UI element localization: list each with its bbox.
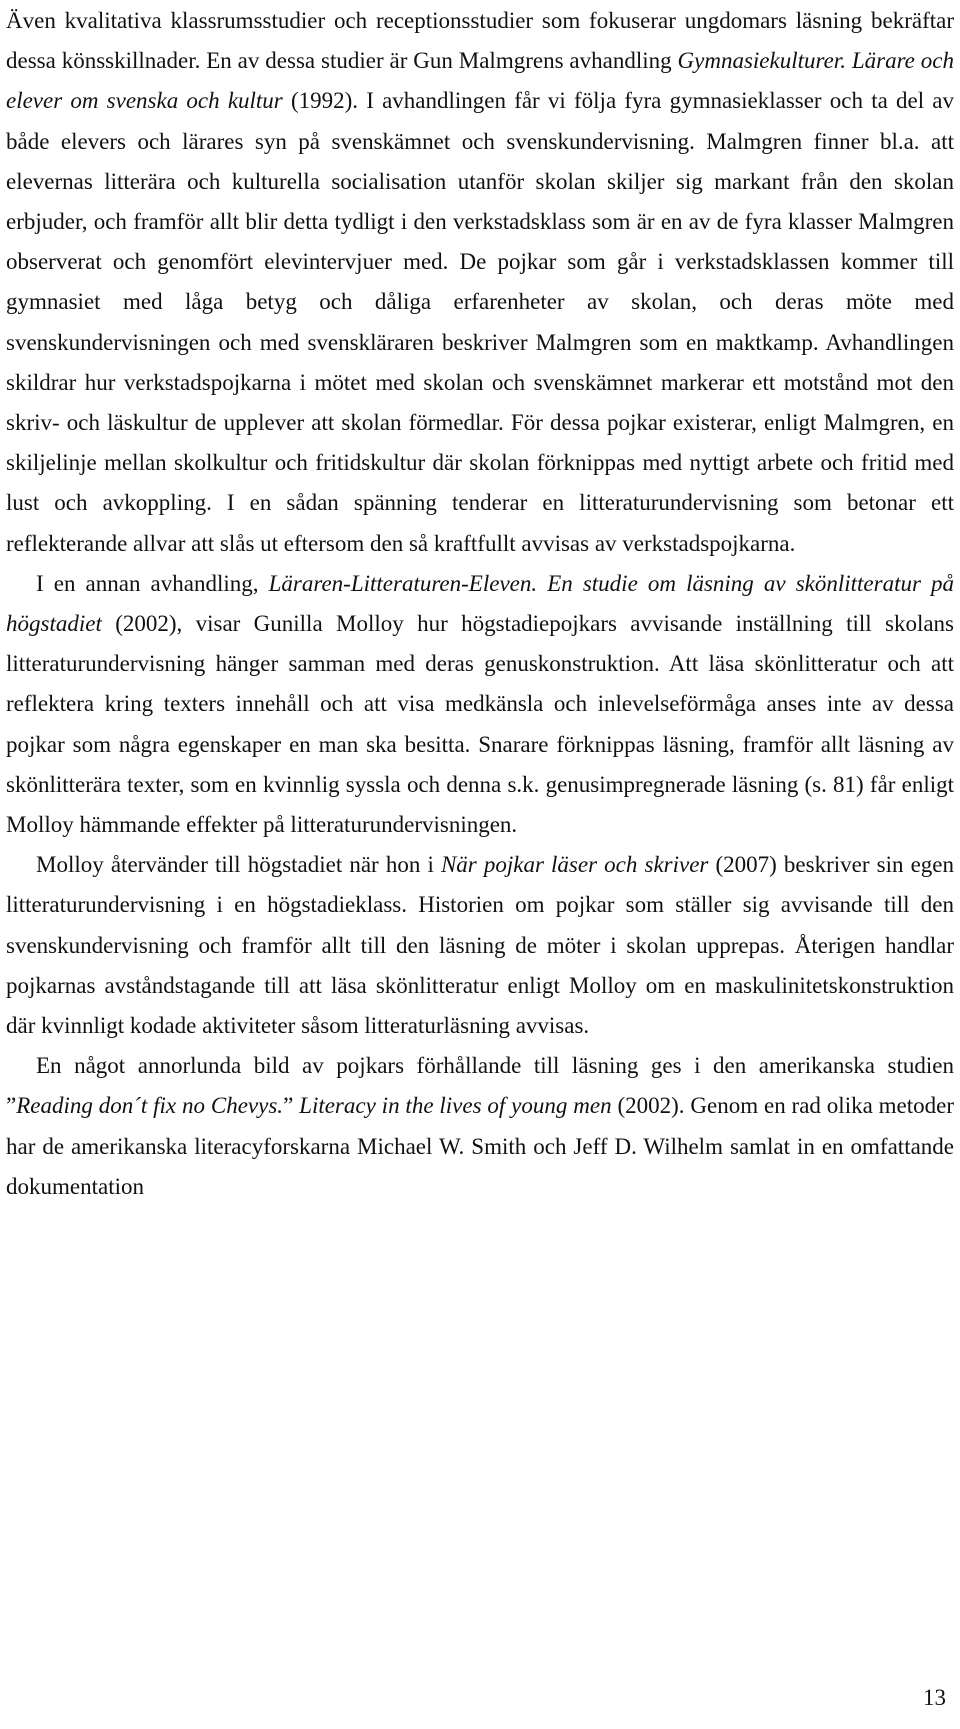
text-segment: Molloy återvänder till högstadiet när hon i — [36, 852, 441, 878]
paragraph-1 — [6, 0, 954, 564]
text-segment: (2002), visar Gunilla Molloy hur högstadiepojkars avvisande inställning till skolans litteraturundervisning hänger samman med deras genuskonstruktion. Att läsa skönlitteratur och att reflektera kring texters innehåll och att visa medkänsla och inlevelseförmåga anses inte av dessa pojkar som några egenskaper en man ska besitta. Snarare förknippas läsning, framför allt läsning av skönlitterära texter, som en kvinnlig syssla och denna s.k. genusimpregnerade läsning (s. 81) får enligt Molloy hämmande effekter på litteraturundervisningen. — [6, 611, 954, 838]
text-segment: Även kvalitativa klassrumsstudier och receptionsstudier som fokuserar ungdomars läsning bekräftar dessa könsskillnader. En av dessa studier är Gun Malmgrens avhandling — [6, 8, 954, 74]
text-segment: (2007) beskriver sin egen litteraturundervisning i en högstadieklass. Historien om pojkar som ställer sig avvisande till den svenskundervisning och framför allt till den läsning de möter i skolan upprepas. Återigen handlar pojkarnas avståndstagande till att läsa skönlitteratur enligt Molloy om en maskulinitetskonstruktion där kvinnligt kodade aktiviteter såsom litteraturläsning avvisas. — [6, 852, 955, 1039]
text-segment: En något annorlunda bild av pojkars förhållande till läsning ges i den amerikanska studien ” — [6, 1053, 954, 1119]
book-subtitle: Literacy in the lives of young men — [299, 1093, 612, 1119]
paragraph-2 — [6, 564, 954, 845]
document-page — [6, 0, 954, 1207]
book-title: Läraren-Litteraturen-Eleven. En studie om läsning av skönlitteratur på högstadiet — [6, 570, 955, 637]
paragraph-3 — [6, 845, 954, 1046]
text-segment: I en annan avhandling, — [36, 570, 269, 596]
paragraph-4 — [6, 1046, 954, 1207]
text-segment: ” — [283, 1093, 300, 1119]
page-number: 13 — [923, 1685, 946, 1710]
book-title: Gymnasiekulturer. Lärare och elever om svenska och kultur — [6, 48, 954, 114]
book-title: När pojkar läser och skriver — [440, 852, 709, 878]
text-segment: (2002). Genom en rad olika metoder har de amerikanska literacyforskarna Michael W. Smith och Jeff D. Wilhelm samlat in en omfattande dokumentation — [6, 1093, 955, 1199]
book-title: Reading don´t fix no Chevys. — [16, 1093, 284, 1119]
text-segment: (1992). I avhandlingen får vi följa fyra gymnasieklasser och ta del av både elevers och lärares syn på svenskämnet och svenskundervisning. Malmgren finner bl.a. att elevernas litterära och kulturella socialisation utanför skolan skiljer sig markant från den skolan erbjuder, och framför allt blir detta tydligt i den verkstadsklass som är en av de fyra klasser Malmgren observerat och genomfört elevintervjuer med. De pojkar som går i verkstadsklassen kommer till gymnasiet med låga betyg och dåliga erfarenheter av skolan, och deras möte med svenskundervisningen och med svenskläraren beskriver Malmgren som en maktkamp. Avhandlingen skildrar hur verkstadspojkarna i mötet med skolan och svenskämnet markerar ett motstånd mot den skriv- och läskultur de upplever att skolan förmedlar. För dessa pojkar existerar, enligt Malmgren, en skiljelinje mellan skolkultur och fritidskultur där skolan förknippas med nyttigt arbete och fritid med lust och avkoppling. I en sådan spänning tenderar en litteraturundervisning som betonar ett reflekterande allvar att slås ut eftersom den så kraftfullt avvisas av verkstadspojkarna. — [6, 88, 954, 556]
